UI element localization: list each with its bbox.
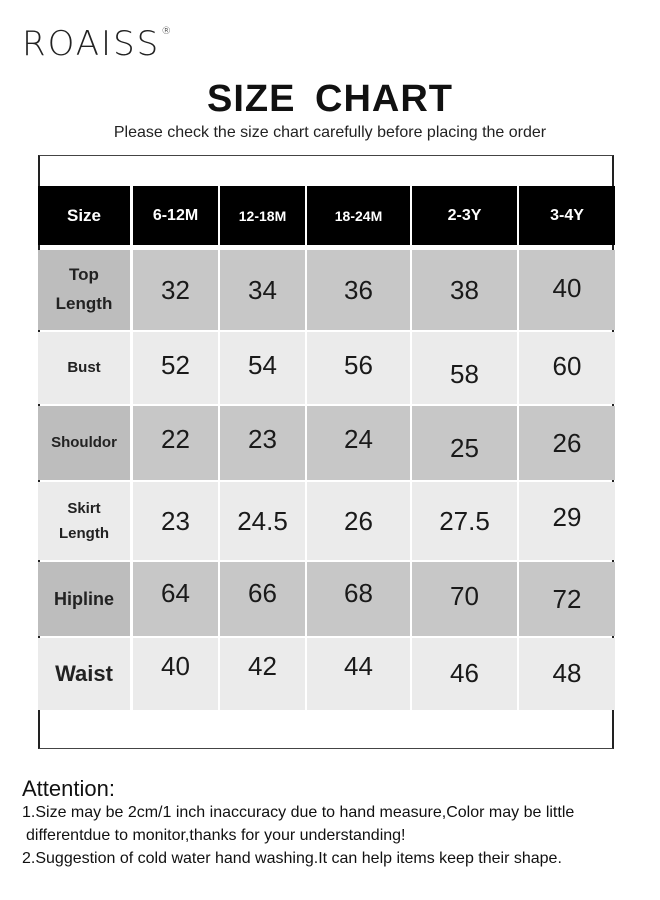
row-label: Waist xyxy=(38,638,130,710)
table-cell xyxy=(519,250,615,330)
table-cell xyxy=(307,332,410,404)
size-column-header: 2-3Y xyxy=(412,186,517,245)
row-label: Hipline xyxy=(38,562,130,636)
table-cell xyxy=(519,406,615,480)
table-cell xyxy=(412,332,517,404)
measurement-value: 48 xyxy=(552,657,582,688)
measurement-value: 38 xyxy=(450,274,479,305)
table-cell xyxy=(133,332,218,404)
table-cell xyxy=(307,406,410,480)
table-cell xyxy=(133,482,218,560)
size-column-header: 18-24M xyxy=(307,186,410,245)
table-cell xyxy=(307,250,410,330)
measurement-value: 32 xyxy=(161,274,190,305)
attention-note-1-continued: differentdue to monitor,thanks for your understanding! xyxy=(26,827,406,844)
measurement-value: 24 xyxy=(344,423,373,454)
table-cell xyxy=(412,406,517,480)
size-header-cell: Size xyxy=(38,186,130,245)
page-subtitle: Please check the size chart carefully before placing the order xyxy=(113,124,547,141)
table-cell xyxy=(412,482,517,560)
size-column-header: 6-12M xyxy=(133,186,218,245)
page-title: SIZE CHART xyxy=(207,78,453,120)
size-column-header: 12-18M xyxy=(220,186,305,245)
measurement-value: 70 xyxy=(450,580,479,611)
table-cell xyxy=(220,332,305,404)
table-cell xyxy=(133,638,218,710)
measurement-value: 25 xyxy=(450,432,479,463)
measurement-value: 68 xyxy=(344,577,373,608)
measurement-value: 36 xyxy=(344,274,373,305)
measurement-value: 42 xyxy=(248,650,277,681)
table-cell xyxy=(220,250,305,330)
table-cell xyxy=(519,332,615,404)
table-cell xyxy=(133,250,218,330)
measurement-value: 52 xyxy=(161,349,190,380)
measurement-value: 72 xyxy=(552,583,582,614)
measurement-value: 26 xyxy=(344,505,373,536)
row-label: Shouldor xyxy=(38,406,130,480)
measurement-value: 64 xyxy=(161,577,190,608)
table-cell xyxy=(220,406,305,480)
table-cell xyxy=(412,638,517,710)
measurement-value: 23 xyxy=(161,505,190,536)
measurement-value: 27.5 xyxy=(439,505,490,536)
table-cell xyxy=(307,638,410,710)
measurement-value: 26 xyxy=(552,427,582,458)
measurement-value: 44 xyxy=(344,650,373,681)
measurement-value: 40 xyxy=(552,272,582,303)
row-label: Skirt Length xyxy=(38,482,130,560)
size-column-header: 3-4Y xyxy=(519,186,615,245)
measurement-value: 46 xyxy=(450,657,479,688)
table-cell xyxy=(133,406,218,480)
table-cell xyxy=(220,482,305,560)
measurement-value: 56 xyxy=(344,349,373,380)
measurement-value: 24.5 xyxy=(237,505,288,536)
measurement-value: 66 xyxy=(248,577,277,608)
table-cell xyxy=(220,562,305,636)
brand-logo xyxy=(22,24,173,64)
attention-title: Attention: xyxy=(22,776,115,801)
measurement-value: 40 xyxy=(161,650,190,681)
measurement-value: 54 xyxy=(248,349,277,380)
measurement-value: 34 xyxy=(248,274,277,305)
measurement-value: 23 xyxy=(248,423,277,454)
table-cell xyxy=(307,482,410,560)
table-cell xyxy=(519,638,615,710)
registered-mark: ® xyxy=(161,26,174,37)
table-cell xyxy=(519,562,615,636)
measurement-value: 58 xyxy=(450,358,479,389)
brand-name: ROAISS xyxy=(22,24,161,64)
table-cell xyxy=(307,562,410,636)
row-label: Bust xyxy=(38,332,130,404)
row-label: Top Length xyxy=(38,250,130,330)
table-cell xyxy=(412,562,517,636)
measurement-value: 29 xyxy=(552,501,582,532)
attention-note-2: 2.Suggestion of cold water hand washing.It can help items keep their shape. xyxy=(22,850,562,867)
table-cell xyxy=(519,482,615,560)
measurement-value: 22 xyxy=(161,423,190,454)
measurement-value: 60 xyxy=(552,350,582,381)
table-cell xyxy=(133,562,218,636)
attention-note-1: 1.Size may be 2cm/1 inch inaccuracy due to hand measure,Color may be little xyxy=(22,804,575,821)
table-cell xyxy=(220,638,305,710)
table-cell xyxy=(412,250,517,330)
